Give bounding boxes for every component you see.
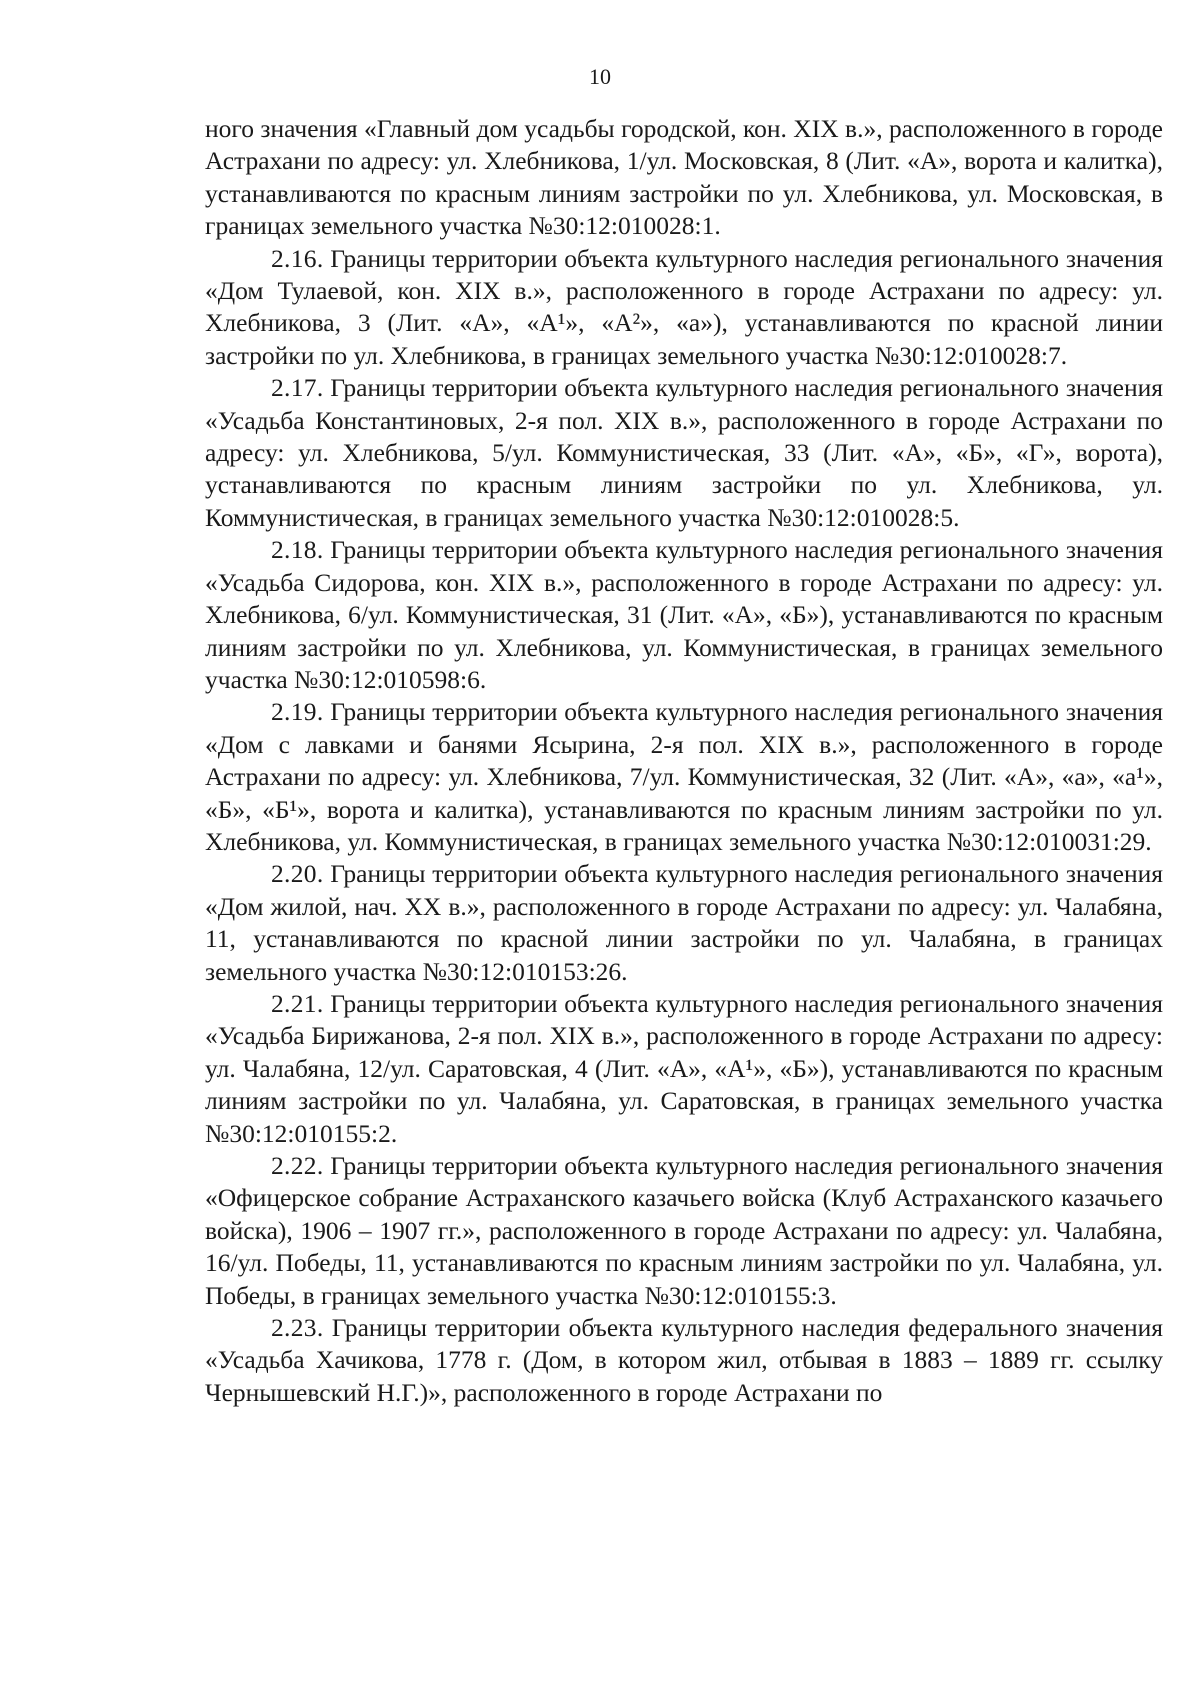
page-number: 10 <box>589 64 611 89</box>
paragraph-text: Границы территории объекта культурного наследия регионального значения «Дом жилой, нач. XX в.», расположенного в городе Астрахани по адресу: ул. Чалабяна, 11, устанавливаются по красной линии застройки по ул. Чалабяна, в границах земельного участка №30:12:010153:26. <box>205 859 1164 986</box>
paragraph-2-16 <box>205 243 1163 373</box>
paragraph-text: Границы территории объекта культурного наследия регионального значения «Усадьба Константиновых, 2-я пол. XIX в.», расположенного в городе Астрахани по адресу: ул. Хлебникова, 5/ул. Коммунистическая, 33 (Лит. «А», «Б», «Г», ворота), устанавливаются по красным линиям застройки по ул. Хлебникова, ул. Коммунистическая, в границах земельного участка №30:12:010028:5. <box>205 373 1164 532</box>
paragraph-number: 2.17. <box>271 373 324 403</box>
paragraph-number: 2.22. <box>271 1151 324 1180</box>
paragraph-2-23 <box>205 1312 1163 1409</box>
paragraph-text: Границы территории объекта культурного наследия федерального значения «Усадьба Хачикова, 1778 г. (Дом, в котором жил, отбывая в 1883 – 1889 гг. ссылку Чернышевский Н.Г.)», расположенного в городе Астрахани по <box>205 1313 1163 1407</box>
paragraph-number: 2.18. <box>271 535 324 565</box>
paragraph-2-20 <box>205 858 1163 988</box>
paragraph-text: Границы территории объекта культурного наследия регионального значения «Усадьба Сидорова, кон. XIX в.», расположенного в городе Астрахани по адресу: ул. Хлебникова, 6/ул. Коммунистическая, 31 (Лит. «А», «Б»), устанавливаются по красным линиям застройки по ул. Хлебникова, ул. Коммунистическая, в границах земельного участка №30:12:010598:6. <box>205 535 1164 694</box>
paragraph-text: ного значения «Главный дом усадьбы городской, кон. XIX в.», расположенного в городе Астрахани по адресу: ул. Хлебникова, 1/ул. Московская, 8 (Лит. «А», ворота и калитка), устанавливаются по красным линиям застройки по ул. Хлебникова, ул. Московская, в границах земельного участка №30:12:010028:1. <box>205 114 1163 241</box>
paragraph-number: 2.23. <box>271 1313 324 1343</box>
paragraph-2-22 <box>205 1150 1163 1312</box>
paragraph-number: 2.19. <box>271 697 324 727</box>
paragraph-2-17 <box>205 372 1163 534</box>
paragraph-2-18 <box>205 534 1163 696</box>
paragraph-continuation <box>205 113 1163 243</box>
paragraph-text: Границы территории объекта культурного наследия регионального значения «Дом с лавками и банями Ясырина, 2-я пол. XIX в.», расположенного в городе Астрахани по адресу: ул. Хлебникова, 7/ул. Коммунистическая, 32 (Лит. «А», «а», «а¹», «Б», «Б¹», ворота и калитка), устанавливаются по красным линиям застройки по ул. Хлебникова, ул. Коммунистическая, в границах земельного участка №30:12:010031:29. <box>205 697 1164 856</box>
paragraph-number: 2.20. <box>271 859 324 889</box>
paragraph-text: Границы территории объекта культурного наследия регионального значения «Усадьба Бирижанова, 2-я пол. XIX в.», расположенного в городе Астрахани по адресу: ул. Чалабяна, 12/ул. Саратовская, 4 (Лит. «А», «А¹», «Б»), устанавливаются по красным линиям застройки по ул. Чалабяна, ул. Саратовская, в границах земельного участка №30:12:010155:2. <box>205 988 1164 1148</box>
paragraph-number: 2.16. <box>271 243 324 273</box>
paragraph-2-21 <box>205 988 1163 1150</box>
paragraph-text: Границы территории объекта культурного наследия регионального значения «Офицерское собрание Астраханского казачьего войска (Клуб Астраханского казачьего войска), 1906 – 1907 гг.», расположенного в городе Астрахани по адресу: ул. Чалабяна, 16/ул. Победы, 11, устанавливаются по красным линиям застройки по ул. Чалабяна, ул. Победы, в границах земельного участка №30:12:010155:3. <box>205 1151 1164 1310</box>
paragraph-text: Границы территории объекта культурного наследия регионального значения «Дом Тулаевой, кон. XIX в.», расположенного в городе Астрахани по адресу: ул. Хлебникова, 3 (Лит. «А», «А¹», «А²», «а»), устанавливаются по красной линии застройки по ул. Хлебникова, в границах земельного участка №30:12:010028:7. <box>205 243 1164 370</box>
paragraph-number: 2.21. <box>271 988 324 1018</box>
paragraph-2-19 <box>205 696 1163 858</box>
document-body <box>205 113 1163 1409</box>
